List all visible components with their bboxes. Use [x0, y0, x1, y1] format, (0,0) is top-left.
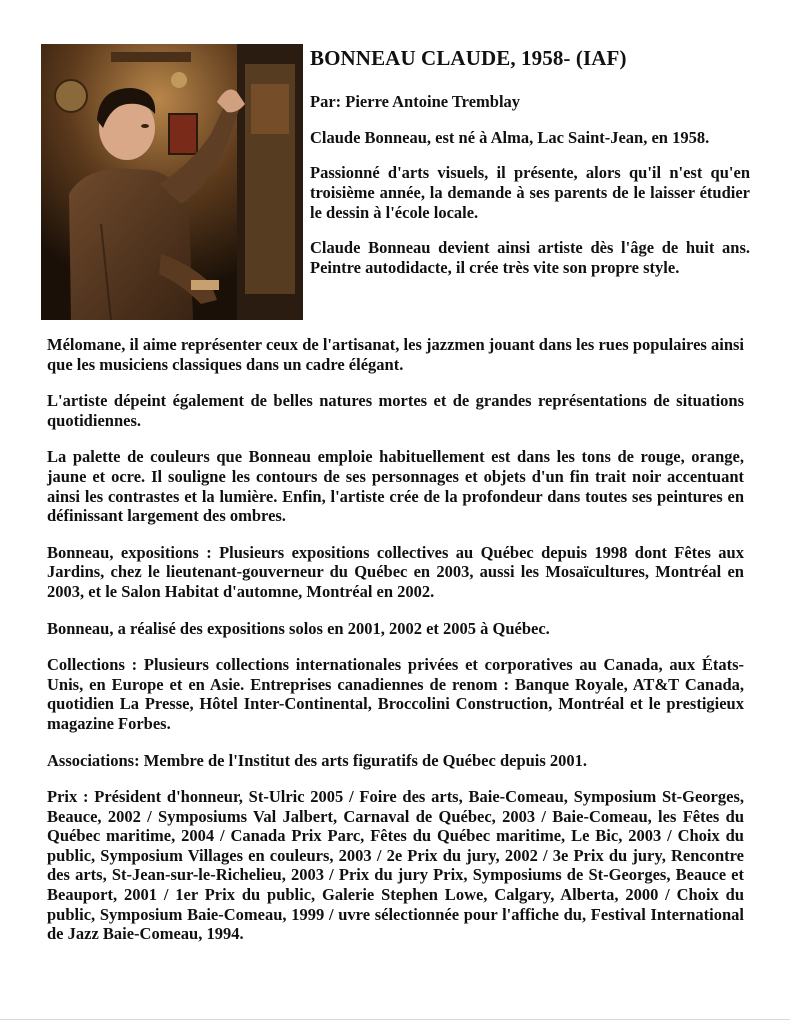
- intro-paragraph: Passionné d'arts visuels, il présente, alors qu'il n'est qu'en troisième année, la demande à ses parents de le laisser étudier le dessin à l'école locale.: [310, 163, 750, 222]
- solo-exhibitions-paragraph: Bonneau, a réalisé des expositions solos en 2001, 2002 et 2005 à Québec.: [47, 618, 550, 638]
- collections-paragraph: Collections : Plusieurs collections internationales privées et corporatives au Canada, aux États-Unis, en Europe et en Asie. Entreprises canadiennes de renom : Banque Royale, AT&T Canada, quotidien La Presse, Hôtel Inter-Continental, Broccolini Construction, Montréal et le prestigieux magazine Forbes.: [47, 655, 744, 733]
- artist-photo-drawing: [41, 44, 303, 320]
- body-paragraph: La palette de couleurs que Bonneau emploie habituellement est dans les tons de rouge, orange, jaune et ocre. Il souligne les contours de ses personnages et objets d'un fin trait noir accentuant ainsi les contrastes et la lumière. Enfin, l'artiste crée de la profondeur dans toutes ses peintures en définissant largement des ombres.: [47, 447, 744, 526]
- intro-paragraph: Claude Bonneau devient ainsi artiste dès l'âge de huit ans. Peintre autodidacte, il crée très vite son propre style.: [310, 238, 750, 277]
- page-edge-divider: [0, 1019, 790, 1020]
- article-header: [310, 44, 750, 293]
- body-paragraph: Mélomane, il aime représenter ceux de l'artisanat, les jazzmen jouant dans les rues populaires ainsi que les musiciens classiques dans un cadre élégant.: [47, 335, 744, 374]
- exhibitions-paragraph: Bonneau, expositions : Plusieurs expositions collectives au Québec depuis 1998 dont Fêtes aux Jardins, chez le lieutenant-gouverneur du Québec en 2003, aussi les Mosaïcultures, Montréal en 2003, et le Salon Habitat d'automne, Montréal en 2002.: [47, 542, 744, 601]
- intro-paragraph: Claude Bonneau, est né à Alma, Lac Saint-Jean, en 1958.: [310, 128, 710, 147]
- associations-paragraph: Associations: Membre de l'Institut des arts figuratifs de Québec depuis 2001.: [47, 750, 588, 770]
- article-title: BONNEAU CLAUDE, 1958- (IAF): [310, 46, 627, 70]
- article-body: [47, 335, 744, 961]
- article-byline: Par: Pierre Antoine Tremblay: [310, 92, 521, 111]
- body-paragraph: L'artiste dépeint également de belles natures mortes et de grandes représentations de situations quotidiennes.: [47, 391, 744, 430]
- awards-paragraph: Prix : Président d'honneur, St-Ulric 2005 / Foire des arts, Baie-Comeau, Symposium St-Georges, Beauce, 2002 / Symposiums Val Jalbert, Carnaval de Québec, 2003 / Baie-Comeau, les Fêtes du Québec maritime, 2004 / Canada Prix Parc, Fêtes du Québec maritime, Le Bic, 2003 / Choix du public, Symposium Villages en couleurs, 2003 / 2e Prix du jury, 2002 / 3e Prix du jury, Rencontre des arts, St-Jean-sur-le-Richelieu, 2003 / Prix du jury Prix, Symposiums de St-Georges, Beauce et Beauport, 2001 / 1er Prix du public, Galerie Stephen Lowe, Calgary, Alberta, 2000 / Choix du public, Symposium Baie-Comeau, 1999 / uvre sélectionnée pour l'affiche du, Festival International de Jazz Baie-Comeau, 1994.: [47, 787, 744, 944]
- artist-photo: [41, 44, 303, 320]
